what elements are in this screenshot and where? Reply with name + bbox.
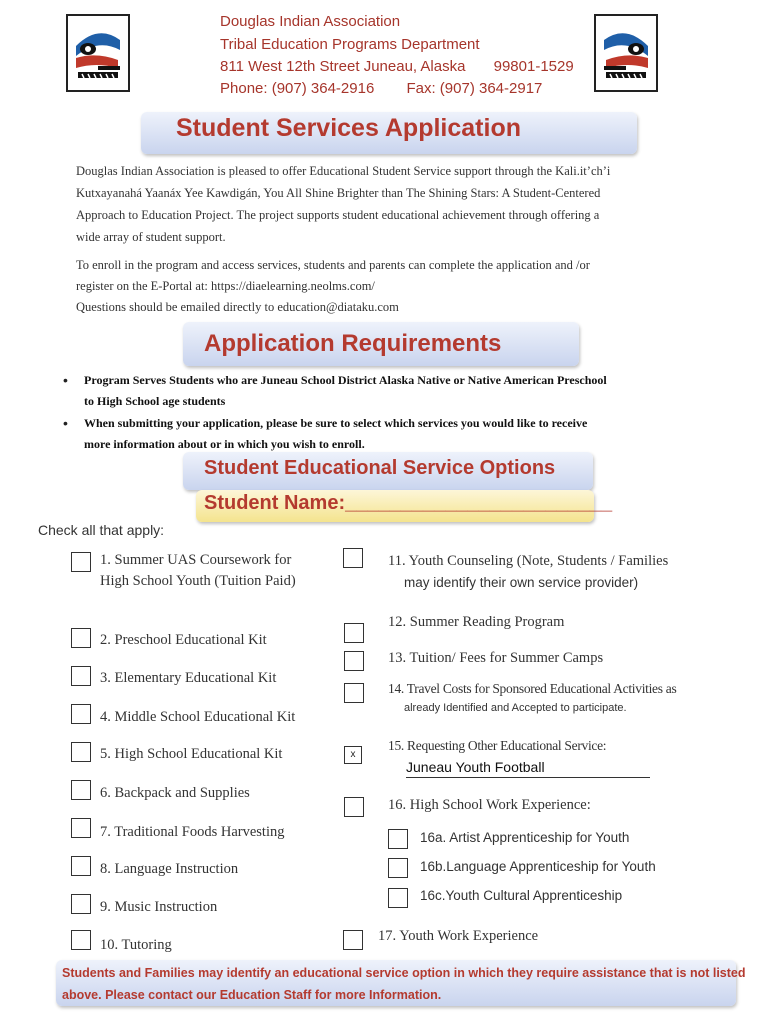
option-2-label: 2. Preschool Educational Kit	[100, 632, 267, 648]
option-16-label: 16. High School Work Experience:	[388, 797, 591, 813]
requirements-heading: Application Requirements	[204, 330, 502, 357]
checkbox-option-16[interactable]	[344, 797, 364, 817]
enroll-line	[76, 279, 375, 294]
checkbox-option-11[interactable]	[343, 548, 363, 568]
tlingit-formline-logo-icon	[596, 16, 656, 90]
checkbox-option-2[interactable]	[71, 628, 91, 648]
option-5-label: 5. High School Educational Kit	[100, 746, 283, 762]
portal-link[interactable]: https://diaelearning.neolms.com/	[211, 279, 375, 293]
intro-line: wide array of student support.	[76, 230, 226, 244]
street-address: 811 West 12th Street Juneau, Alaska	[220, 58, 466, 75]
bullet-icon: •	[63, 415, 68, 431]
option-14-label: 14. Travel Costs for Sponsored Educational Activities as	[388, 681, 677, 696]
checkbox-option-14[interactable]	[344, 683, 364, 703]
requirement-bullet: more information about or in which you wish to enroll.	[84, 437, 365, 451]
option-15-label: 15. Requesting Other Educational Service:	[388, 738, 607, 753]
option-12-label: 12. Summer Reading Program	[388, 614, 565, 630]
phone: Phone: (907) 364-2916	[220, 80, 375, 97]
questions-line: Questions should be emailed directly to education@diataku.com	[76, 300, 399, 314]
student-name-label: Student Name:	[204, 492, 346, 514]
option-16b-label: 16b.Language Apprenticeship for Youth	[420, 859, 656, 874]
option-6-label: 6. Backpack and Supplies	[100, 785, 250, 801]
enroll-text: register on the E-Portal at:	[76, 279, 208, 293]
option-9-label: 9. Music Instruction	[100, 899, 218, 915]
footer-note-line: above. Please contact our Education Staff for more Information.	[62, 988, 442, 1002]
fax: Fax: (907) 364-2917	[406, 80, 543, 97]
checkbox-option-9[interactable]	[71, 894, 91, 914]
option-16a-label: 16a. Artist Apprenticeship for Youth	[420, 830, 630, 845]
requirement-bullet: When submitting your application, please be sure to select which services you would like to receive	[84, 416, 588, 430]
bullet-icon: •	[63, 372, 68, 388]
intro-line: Kutxayanahá Yaanáx Yee Kawdigán, You All Shine Brighter than The Shining Stars: A Student-Centered	[76, 186, 601, 200]
checkbox-option-7[interactable]	[71, 818, 91, 838]
department: Tribal Education Programs Department	[220, 36, 480, 53]
option-14-note: already Identified and Accepted to participate.	[404, 702, 627, 714]
checkbox-option-3[interactable]	[71, 666, 91, 686]
checkbox-option-17[interactable]	[343, 930, 363, 950]
option-13-label: 13. Tuition/ Fees for Summer Camps	[388, 650, 604, 666]
check-all-label: Check all that apply:	[38, 522, 165, 538]
option-1-label: 1. Summer UAS Coursework for	[100, 552, 292, 568]
checkbox-option-5[interactable]	[71, 742, 91, 762]
checkbox-option-6[interactable]	[71, 780, 91, 800]
logo-left	[66, 14, 130, 92]
tlingit-formline-logo-icon	[68, 16, 128, 90]
option-16c-label: 16c.Youth Cultural Apprenticeship	[420, 888, 623, 903]
intro-line: Approach to Education Project. The project supports student educational achievement through offering a	[76, 208, 600, 222]
intro-line: Douglas Indian Association is pleased to offer Educational Student Service support through the Kali.it’ch’i	[76, 164, 611, 178]
zip-code: 99801-1529	[493, 58, 574, 75]
option-17-label: 17. Youth Work Experience	[378, 928, 539, 944]
checkbox-option-16c[interactable]	[388, 888, 408, 908]
checkbox-option-13[interactable]	[344, 651, 364, 671]
requirement-bullet: to High School age students	[84, 394, 226, 408]
checkbox-option-15[interactable]: x	[344, 746, 362, 764]
other-service-input[interactable]: Juneau Youth Football	[406, 759, 650, 778]
option-11-note: may identify their own service provider)	[404, 575, 639, 590]
student-name-field[interactable]	[204, 492, 612, 515]
option-3-label: 3. Elementary Educational Kit	[100, 670, 277, 686]
option-11-label: 11. Youth Counseling (Note, Students / Families	[388, 553, 669, 569]
option-1-label-cont: High School Youth (Tuition Paid)	[100, 573, 296, 589]
checkbox-option-16b[interactable]	[388, 858, 408, 878]
option-4-label: 4. Middle School Educational Kit	[100, 709, 296, 725]
page-title: Student Services Application	[176, 114, 521, 142]
checkbox-option-16a[interactable]	[388, 829, 408, 849]
options-heading: Student Educational Service Options	[204, 457, 556, 479]
contact-line	[220, 80, 542, 97]
checkbox-option-4[interactable]	[71, 704, 91, 724]
address-line	[220, 58, 574, 75]
student-name-blank[interactable]: ________________________	[345, 492, 613, 514]
logo-right	[594, 14, 658, 92]
requirement-bullet: Program Serves Students who are Juneau School District Alaska Native or Native American Preschool	[84, 373, 607, 387]
checkbox-option-1[interactable]	[71, 552, 91, 572]
checkbox-option-8[interactable]	[71, 856, 91, 876]
checkbox-option-12[interactable]	[344, 623, 364, 643]
enroll-line: To enroll in the program and access services, students and parents can complete the application and /or	[76, 258, 590, 272]
option-10-label: 10. Tutoring	[100, 937, 172, 953]
option-7-label: 7. Traditional Foods Harvesting	[100, 824, 285, 840]
org-name: Douglas Indian Association	[220, 13, 401, 30]
option-8-label: 8. Language Instruction	[100, 861, 239, 877]
footer-note-line: Students and Families may identify an educational service option in which they require assistance that is not listed	[62, 966, 746, 980]
checkbox-option-10[interactable]	[71, 930, 91, 950]
